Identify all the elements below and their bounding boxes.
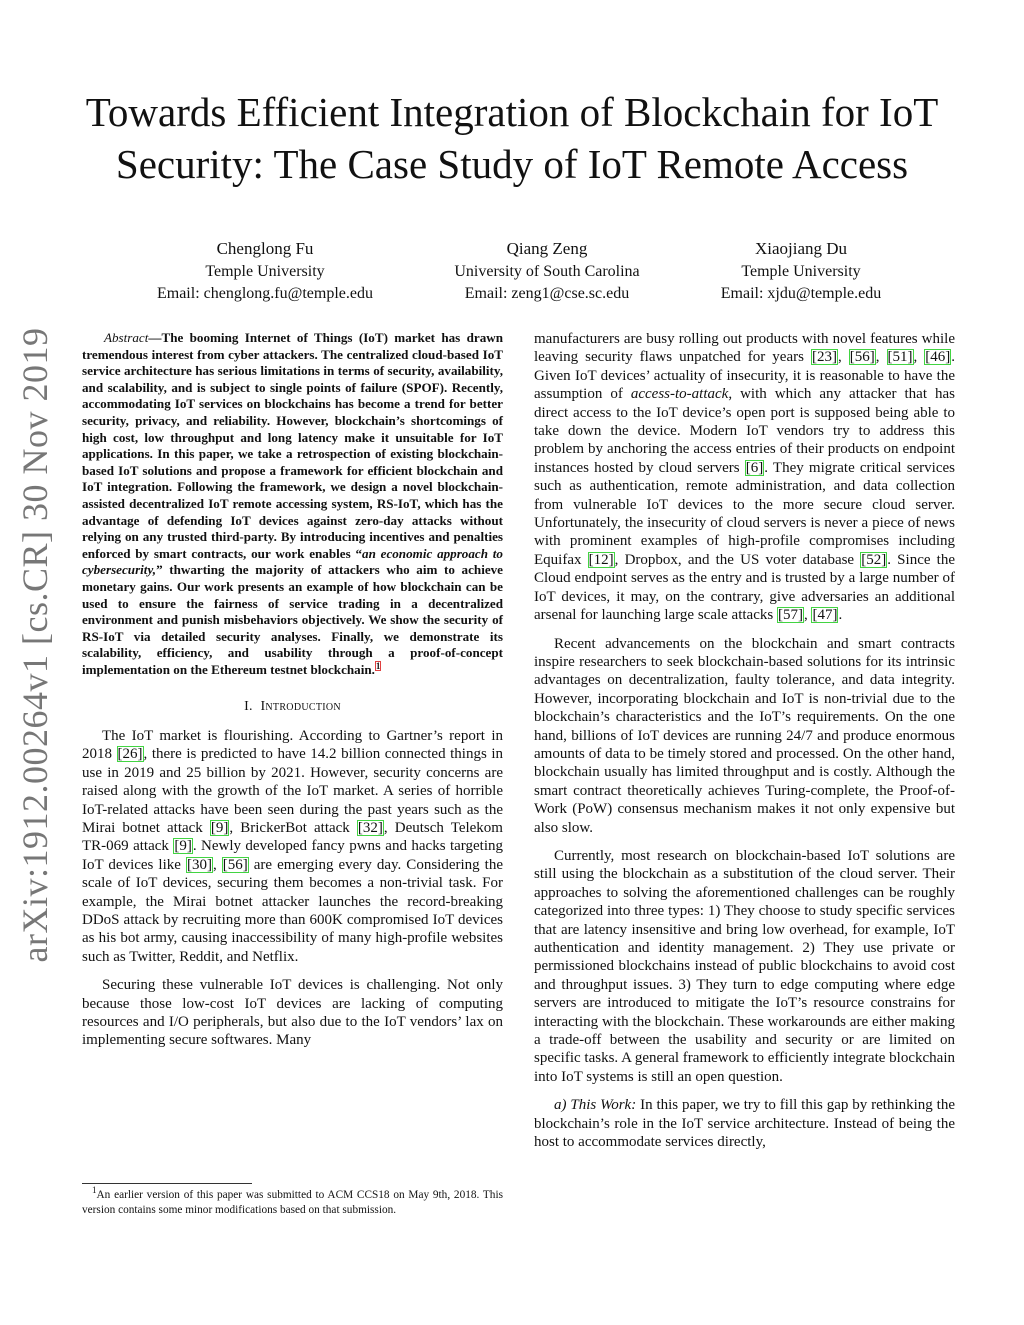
footnote-ref-link[interactable]: 1 (375, 660, 381, 671)
citation-link[interactable]: [56] (849, 349, 875, 366)
author-affiliation: Temple University (205, 263, 325, 280)
arxiv-id: arXiv:1912.00264v1 [cs.CR] 30 Nov 2019 (15, 327, 55, 963)
author-email: Email: xjdu@temple.edu (720, 284, 882, 302)
citation-link[interactable]: [6] (745, 459, 764, 476)
citation-link[interactable]: [32] (357, 819, 383, 836)
abstract: Abstract—The booming Internet of Things (IoT) market has drawn tremendous interest from cyber attackers. The centralized cloud-based IoT service architecture has serious limitations in terms of security, availability, and scalability, and is subject to single points of failure (SPOF). Recently, accommodating IoT services on blockchains has become a trend for better security, privacy, and reliability. However, blockchain’s shortcomings of high cost, low throughput and long latency make it unsuitable for IoT applications. In this paper, we take a retrospection of existing blockchain-based IoT solutions and propose a framework for efficient blockchain and IoT integration. Following the framework, we design a novel blockchain-assisted decentralized IoT remote accessing system, RS-IoT, which has the advantage of defending IoT devices against zero-day attacks without relying on any trusted third-party. By introducing incentives and penalties enforced by smart contracts, our work enables “an economic approach to cybersecurity,” thwarting the majority of attackers who aim to achieve monetary gains. Our work presents an example of how blockchain can be used to ensure the fairness of service trading in a decentralized environment and punish misbehaviors objectively. We show the security of RS-IoT via detailed security analyses. Finally, we demonstrate its scalability, efficiency, and usability through a proof-of-concept implementation on the Ethereum testnet blockchain.$^1$ (82, 330, 503, 677)
right-column (534, 330, 955, 1151)
left-column (82, 330, 503, 1050)
citation-link[interactable]: [30] (186, 856, 212, 873)
author-affiliation: University of South Carolina (454, 263, 640, 280)
paragraph-lead: a) This Work: (554, 1097, 637, 1114)
citation-link[interactable]: [51] (887, 349, 913, 366)
author-name: Qiang Zeng (506, 239, 588, 258)
paper-title: Towards Efficient Integration of Blockchain for IoT Security: The Case Study of IoT Remote Access (85, 89, 939, 187)
footnote-rule (82, 1183, 252, 1184)
right-paragraph-2: Recent advancements on the blockchain and smart contracts inspire researchers to seek blockchain-based solutions for its intrinsic advantages on decentralization, faulty tolerance, and data integrity. However, incorporating blockchain and IoT is non-trivial due to the blockchain’s characteristics and the IoT’s requirements. On the one hand, billions of IoT devices are running 24/7 and produce enormous amounts of data to be timely stored and processed. On the other hand, blockchain usually has limited throughput and is costly. Although the smart contract theoretically achieves Turing-complete, the Proof-of-Work (PoW) consensus mechanism makes it not only expensive but also slow. (534, 635, 955, 836)
right-paragraph-4: a) This Work: In this paper, we try to fill this gap by rethinking the blockchain’s role in the IoT service architecture. Instead of being the host to accommodate services directly, (534, 1097, 956, 1151)
author-email: Email: chenglong.fu@temple.edu (156, 284, 373, 302)
citation-link[interactable]: [26] (117, 746, 143, 763)
abstract-label: Abstract (104, 330, 149, 345)
footnote-text: An earlier version of this paper was submitted to ACM CCS18 on May 9th, 2018. This version contains some minor modifications based on that submission. (82, 1189, 503, 1216)
section-heading: I. Introduction (244, 699, 341, 715)
citation-link[interactable]: [46] (925, 349, 951, 366)
right-paragraph-3: Currently, most research on blockchain-based IoT solutions are still using the blockchain as a substitution of the cloud server. Their approaches to solving the aforementioned challenges can be roughly categorized into three types: 1) They choose to study specific services that are latency insensitive and bring low overhead, for example, IoT authentication and identity management. 2) They use private or permissioned blockchains instead of public blockchains to avoid cost and throughput issues. 3) They turn to edge computing where edge servers are introduced to mitigate the IoT’s resource constrains for interacting with the blockchain. These workarounds are either making a trade-off between the usability and security or are limited on specific tasks. A general framework to efficiently integrate blockchain into IoT systems is still an open question. (534, 847, 955, 1085)
author-2 (422, 237, 672, 304)
citation-link[interactable]: [57] (777, 607, 803, 624)
arxiv-sidebar-stamp (10, 327, 60, 963)
citation-link[interactable]: [23] (811, 349, 837, 366)
author-1 (140, 237, 390, 304)
author-email: Email: zeng1@cse.sc.edu (464, 284, 630, 302)
author-name: Chenglong Fu (216, 239, 314, 258)
author-name: Xiaojiang Du (754, 239, 848, 258)
citation-link[interactable]: [47] (812, 607, 838, 624)
citation-link[interactable]: [9] (210, 819, 229, 836)
citation-link[interactable]: [12] (588, 551, 614, 568)
citation-link[interactable]: [9] (174, 838, 192, 855)
footnote (82, 1183, 503, 1217)
citation-link[interactable]: [52] (861, 551, 887, 568)
intro-paragraph-2: Securing these vulnerable IoT devices is challenging. Not only because those low-cost IoT devices are lacking of computing resources and I/O peripherals, but also due to the IoT vendors’ lax on implementing secure softwares. Many (82, 977, 503, 1049)
right-paragraph-1: manufacturers are busy rolling out products with novel features while leaving security flaws unpatched for years [23], [56], [51], [46]. Given IoT devices’ actuality of insecurity, it is reasonable to have the assumption of access-to-attack, with which any attacker that has direct access to the IoT device’s open port is supposed being able to take down the device. Modern IoT vendors try to address this problem by anchoring the access entries of their products on endpoint instances hosted by cloud servers [6]. They migrate critical services such as authentication, remote administration, and data collection from vulnerable IoT devices to the more secure cloud server. Unfortunately, the insecurity of cloud servers is never a piece of news with prominent examples of high-profile compromises including Equifax [12], Dropbox, and the US voter database [52]. Since the Cloud endpoint serves as the entry and is trusted by a large number of IoT devices, it may, on the contrary, give adversaries an additional arsenal for launching large scale attacks [57], [47]. (534, 331, 956, 624)
intro-paragraph-1: The IoT market is flourishing. According to Gartner’s report in 2018 [26], there is predicted to have 14.2 billion connected things in use in 2019 and 25 billion by 2021. However, security concerns are raised along with the growth of the IoT market. A series of horrible IoT-related attacks have been seen during the past years such as the Mirai botnet attack [9], BrickerBot attack [32], Deutsch Telekom TR-069 attack [9]. Newly developed fancy pwns and hacks targeting IoT devices like [30], [56] are emerging every day. Considering the scale of IoT devices, securing them becomes a non-trivial task. For example, the Mirai botnet attacker launches the record-breaking DDoS attack by recruiting more than 600K compromised IoT devices as his bot army, causing inaccessibility of many high-profile websites such as Twitter, Reddit, and Netflix. (82, 727, 504, 965)
author-3 (676, 237, 926, 304)
author-affiliation: Temple University (741, 263, 861, 280)
citation-link[interactable]: [56] (222, 856, 248, 873)
footnote-mark: 1 (92, 1185, 97, 1196)
